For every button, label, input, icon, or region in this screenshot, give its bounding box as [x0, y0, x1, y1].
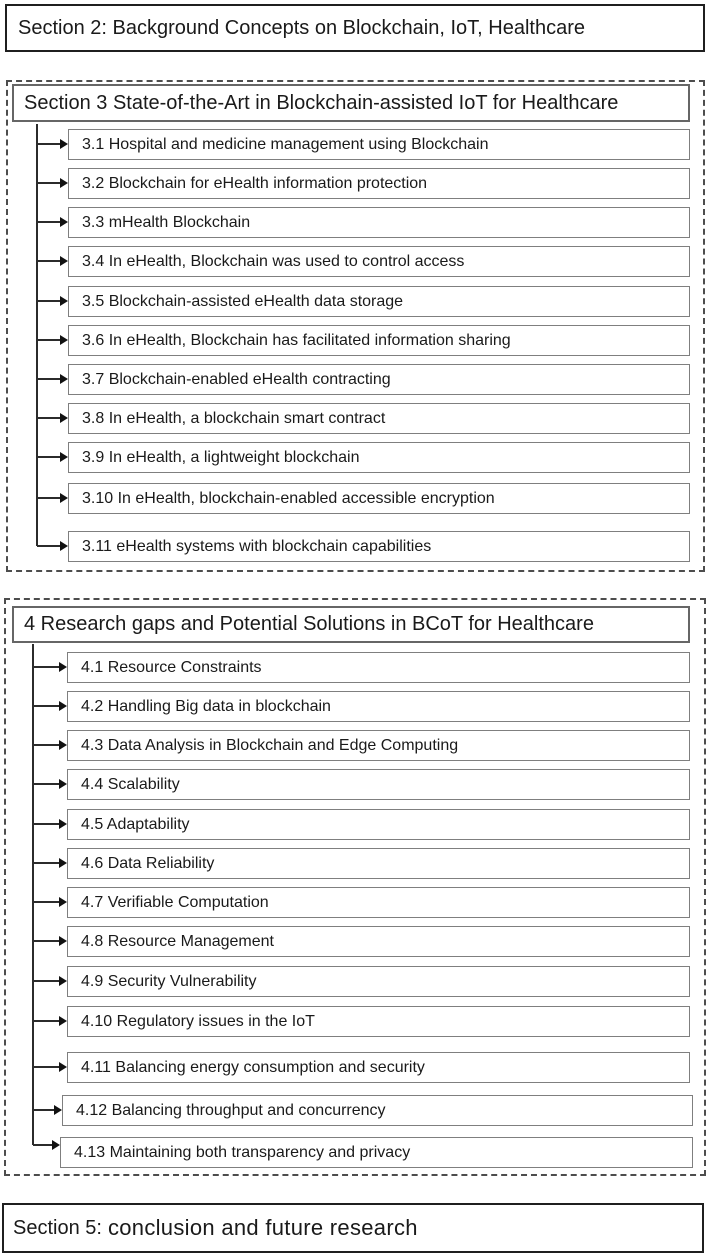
node-label: 4.2 Handling Big data in blockchain	[81, 697, 331, 715]
section5-title: conclusion and future research	[107, 1215, 418, 1240]
section4-title: 4 Research gaps and Potential Solutions in BCoT for Healthcare	[24, 613, 594, 635]
node-label: 3.1 Hospital and medicine management using Blockchain	[82, 135, 489, 153]
node-3-5	[68, 286, 690, 317]
node-3-6	[68, 325, 690, 356]
node-3-1	[68, 129, 690, 160]
node-3-8	[68, 403, 690, 434]
node-label: 3.6 In eHealth, Blockchain has facilitated information sharing	[82, 331, 511, 349]
arrow-right-icon	[33, 940, 59, 942]
node-4-12	[62, 1095, 693, 1126]
node-label: 4.8 Resource Management	[81, 932, 274, 950]
arrow-right-icon	[33, 783, 59, 785]
arrow-right-icon	[37, 260, 60, 262]
arrow-right-icon	[37, 417, 60, 419]
node-3-2	[68, 168, 690, 199]
section3-header-box	[12, 84, 690, 122]
arrow-right-icon	[33, 1066, 59, 1068]
arrow-right-icon	[37, 497, 60, 499]
node-label: 4.6 Data Reliability	[81, 854, 215, 872]
node-label: 4.4 Scalability	[81, 775, 180, 793]
arrow-right-icon	[33, 823, 59, 825]
node-label: 4.1 Resource Constraints	[81, 658, 262, 676]
node-4-8	[67, 926, 690, 957]
node-label: 4.11 Balancing energy consumption and security	[81, 1058, 425, 1076]
node-label: 4.5 Adaptability	[81, 815, 190, 833]
node-label: 3.10 In eHealth, blockchain-enabled accessible encryption	[82, 489, 495, 507]
node-4-2	[67, 691, 690, 722]
node-label: 3.3 mHealth Blockchain	[82, 213, 251, 231]
node-3-7	[68, 364, 690, 395]
node-label: 3.9 In eHealth, a lightweight blockchain	[82, 448, 360, 466]
arrow-right-icon	[37, 339, 60, 341]
arrow-right-icon	[33, 666, 59, 668]
node-3-4	[68, 246, 690, 277]
arrow-right-icon	[33, 1109, 54, 1111]
arrow-right-icon	[37, 545, 60, 547]
node-label: 3.8 In eHealth, a blockchain smart contract	[82, 409, 386, 427]
section5-prefix: Section 5:	[13, 1216, 102, 1239]
node-label: 3.5 Blockchain-assisted eHealth data storage	[82, 292, 404, 310]
node-4-10	[67, 1006, 690, 1037]
arrow-right-icon	[33, 901, 59, 903]
node-label: 3.2 Blockchain for eHealth information protection	[82, 174, 428, 192]
section3-trunk-line	[36, 124, 38, 546]
arrow-right-icon	[37, 182, 60, 184]
node-3-9	[68, 442, 690, 473]
node-label: 3.7 Blockchain-enabled eHealth contracting	[82, 370, 391, 388]
node-3-3	[68, 207, 690, 238]
section3-title: Section 3 State-of-the-Art in Blockchain-assisted IoT for Healthcare	[24, 91, 619, 114]
node-4-11	[67, 1052, 690, 1083]
section2-box	[5, 4, 705, 52]
arrow-right-icon	[37, 300, 60, 302]
arrow-right-icon	[37, 378, 60, 380]
node-label: 4.7 Verifiable Computation	[81, 893, 269, 911]
arrow-right-icon	[33, 980, 59, 982]
node-label: 4.9 Security Vulnerability	[81, 972, 257, 990]
arrow-right-icon	[33, 1020, 59, 1022]
arrow-right-icon	[33, 705, 59, 707]
section2-title: Section 2: Background Concepts on Blockchain, IoT, Healthcare	[18, 16, 585, 39]
node-label: 4.10 Regulatory issues in the IoT	[81, 1012, 315, 1030]
node-4-1	[67, 652, 690, 683]
arrow-right-icon	[33, 1144, 52, 1146]
node-4-6	[67, 848, 690, 879]
arrow-right-icon	[37, 456, 60, 458]
arrow-right-icon	[37, 221, 60, 223]
node-label: 3.11 eHealth systems with blockchain capabilities	[82, 537, 432, 555]
arrow-right-icon	[33, 862, 59, 864]
node-label: 3.4 In eHealth, Blockchain was used to control access	[82, 252, 465, 270]
node-label: 4.13 Maintaining both transparency and privacy	[74, 1143, 411, 1161]
node-4-3	[67, 730, 690, 761]
node-4-9	[67, 966, 690, 997]
arrow-right-icon	[37, 143, 60, 145]
node-3-11	[68, 531, 690, 562]
node-4-4	[67, 769, 690, 800]
node-4-5	[67, 809, 690, 840]
arrow-right-icon	[33, 744, 59, 746]
node-3-10	[68, 483, 690, 514]
node-label: 4.3 Data Analysis in Blockchain and Edge Computing	[81, 736, 459, 754]
node-label: 4.12 Balancing throughput and concurrency	[76, 1101, 386, 1119]
node-4-7	[67, 887, 690, 918]
section4-header-box	[12, 606, 690, 643]
node-4-13	[60, 1137, 693, 1168]
section4-trunk-line	[32, 644, 34, 1145]
section5-box	[2, 1203, 704, 1253]
